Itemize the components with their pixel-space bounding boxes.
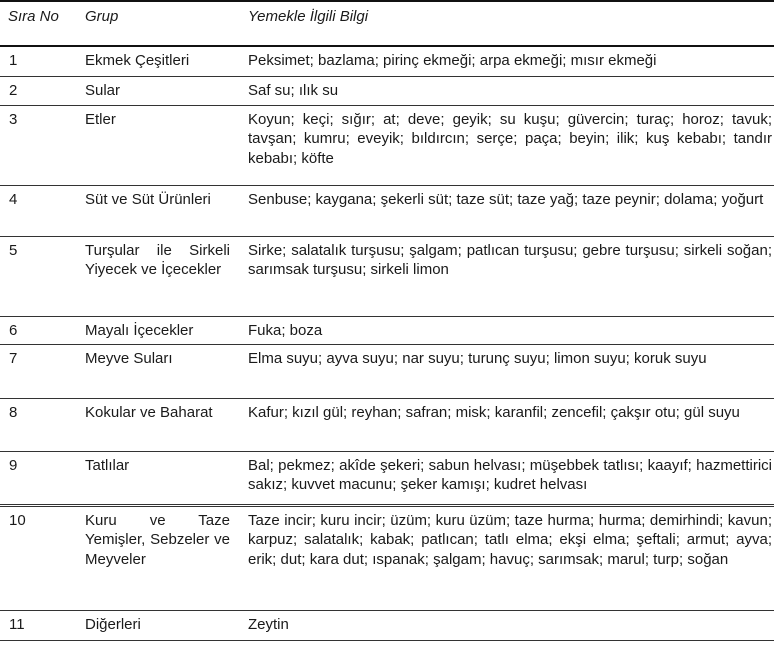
table-row xyxy=(0,46,774,76)
row-group: Kuru ve Taze Yemişler, Sebzeler ve Meyveler xyxy=(85,511,230,568)
row-info: Peksimet; bazlama; pirinç ekmeği; arpa ekmeği; mısır ekmeği xyxy=(248,52,657,69)
table-row xyxy=(0,344,774,398)
row-info: Koyun; keçi; sığır; at; deve; geyik; su kuşu; güvercin; turaç; horoz; tavuk; tavşan; kumru; eveyik; bıldırcın; serçe; paça; beyin; ilik; kuş kebabı; tandır kebabı; köfte xyxy=(248,110,772,167)
row-info: Senbuse; kaygana; şekerli süt; taze süt; taze yağ; taze peynir; dolama; yoğurt xyxy=(248,190,764,208)
row-no: 1 xyxy=(9,52,18,69)
row-info: Saf su; ılık su xyxy=(248,81,339,99)
header-no: Sıra No xyxy=(8,8,59,25)
header-group: Grup xyxy=(85,8,119,25)
row-group: Meyve Suları xyxy=(85,349,173,367)
table-row xyxy=(0,76,774,105)
header-info: Yemekle İlgili Bilgi xyxy=(248,8,369,25)
row-info: Bal; pekmez; akîde şekeri; sabun helvası; müşebbek tatlısı; kaayıf; hazmettirici sakız; kuvvet macunu; şeker kamışı; kudret helvası xyxy=(248,456,772,493)
row-no: 3 xyxy=(9,110,18,128)
row-no: 5 xyxy=(9,241,18,259)
table-row xyxy=(0,316,774,344)
row-group: Turşular ile Sirkeli Yiyecek ve İçecekler xyxy=(85,241,230,278)
row-no: 8 xyxy=(9,403,18,421)
row-no: 7 xyxy=(9,349,18,367)
row-info: Sirke; salatalık turşusu; şalgam; patlıcan turşusu; gebre turşusu; sirkeli soğan; sarımsak turşusu; sirkeli limon xyxy=(248,241,772,278)
table-row xyxy=(0,105,774,185)
row-no: 2 xyxy=(9,81,18,99)
row-no: 9 xyxy=(9,456,18,474)
row-info: Zeytin xyxy=(248,615,289,633)
row-info: Taze incir; kuru incir; üzüm; kuru üzüm; taze hurma; hurma; demirhindi; kavun; karpuz; salatalık; kabak; patlıcan; tatlı elma; ekşi elma; şeftali; armut; ayva; erik; dut; kara dut; ıspanak; şalgam; havuç; sarımsak; marul; turp; soğan xyxy=(248,511,772,568)
row-group: Etler xyxy=(85,110,116,128)
table-row xyxy=(0,185,774,236)
table-row xyxy=(0,505,774,610)
row-group: Süt ve Süt Ürünleri xyxy=(85,190,211,208)
row-info: Fuka; boza xyxy=(248,321,323,339)
table-row xyxy=(0,236,774,316)
table-row xyxy=(0,451,774,505)
row-group: Ekmek Çeşitleri xyxy=(85,52,190,69)
row-info: Elma suyu; ayva suyu; nar suyu; turunç suyu; limon suyu; koruk suyu xyxy=(248,349,707,367)
row-group: Mayalı İçecekler xyxy=(85,321,194,339)
row-no: 6 xyxy=(9,321,18,339)
table-row xyxy=(0,398,774,451)
row-group: Sular xyxy=(85,81,121,99)
row-group: Tatlılar xyxy=(85,456,130,474)
row-group: Kokular ve Baharat xyxy=(85,403,213,421)
row-no: 11 xyxy=(9,615,25,633)
row-group: Diğerleri xyxy=(85,615,141,633)
row-no: 4 xyxy=(9,190,18,208)
row-info: Kafur; kızıl gül; reyhan; safran; misk; karanfil; zencefil; çakşır otu; gül suyu xyxy=(248,403,740,421)
table-row xyxy=(0,610,774,640)
table-header-row xyxy=(0,1,774,46)
row-no: 10 xyxy=(9,511,26,529)
